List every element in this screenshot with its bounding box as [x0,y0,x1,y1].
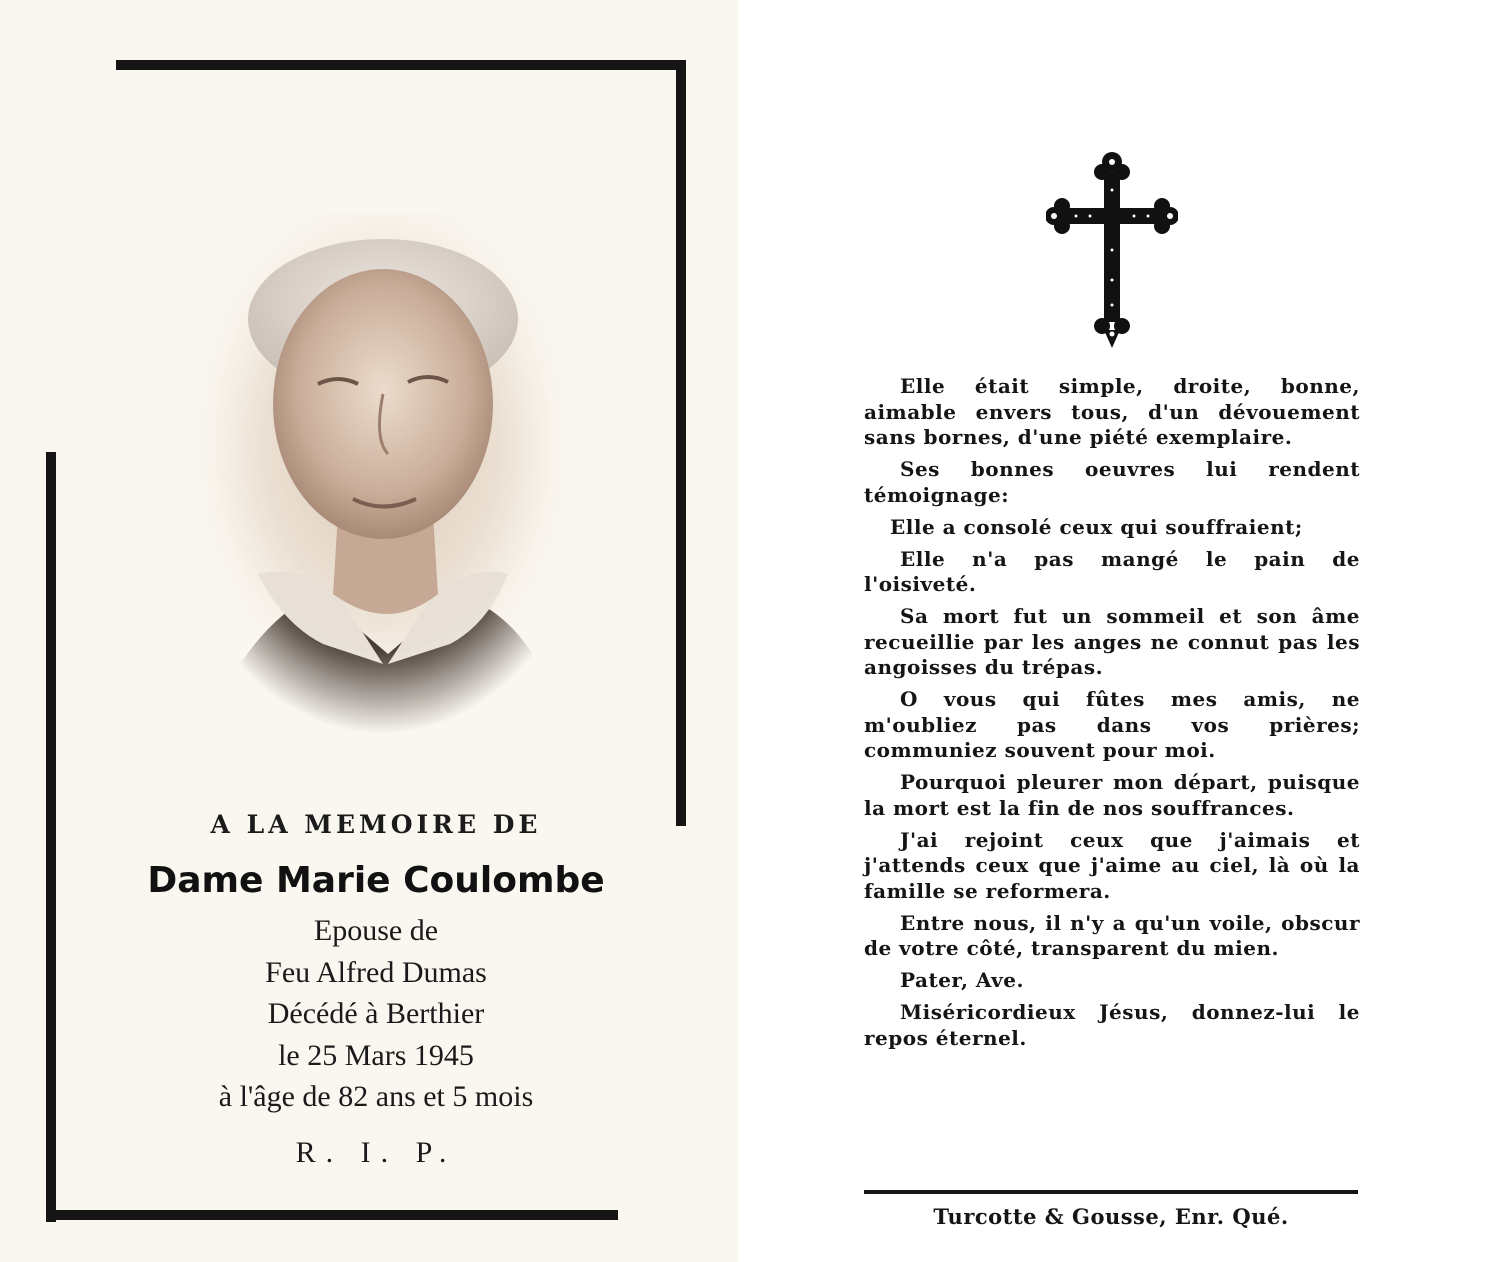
mourning-border-left [46,452,56,1222]
mourning-border-right [676,60,686,826]
detail-line: à l'âge de 82 ans et 5 mois [218,1080,534,1113]
prayer-paragraph: Sa mort fut un sommeil et son âme recueillie par les anges ne connut pas les angoisses du trépas. [864,604,1360,679]
detail-line: Epouse de [313,914,439,947]
detail-line: Feu Alfred Dumas [265,955,487,989]
memorial-card-front [0,0,738,1262]
cross-icon [1046,150,1178,348]
prayer-paragraph: Elle était simple, droite, bonne, aimable envers tous, d'un dévouement sans bornes, d'une piété exemplaire. [864,374,1360,449]
prayer-paragraph: Pater, Ave. [900,968,1024,992]
deceased-details [96,910,656,1118]
prayer-paragraph: Pourquoi pleurer mon départ, puisque la mort est la fin de nos souffrances. [864,770,1360,820]
prayer-paragraph: Miséricordieux Jésus, donnez-lui le repos éternel. [864,1000,1360,1050]
mourning-border-bottom [46,1210,618,1220]
memorial-heading: A LA MEMOIRE DE [210,810,542,839]
detail-line: Décédé à Berthier [267,997,485,1030]
rip-text: R. I. P. [295,1136,457,1169]
footer-divider [864,1190,1358,1194]
prayer-paragraph: J'ai rejoint ceux que j'aimais et j'attends ceux que j'aime au ciel, là où la famille se reformera. [864,827,1360,903]
detail-line: le 25 Mars 1945 [278,1038,474,1072]
printer-credit: Turcotte & Gousse, Enr. Qué. [933,1204,1289,1229]
prayer-paragraph: Elle a consolé ceux qui souffraient; [890,514,1303,539]
prayer-paragraph: Elle n'a pas mangé le pain de l'oisiveté. [864,546,1360,596]
prayer-text [864,374,1360,1058]
prayer-paragraph: O vous qui fûtes mes amis, ne m'oubliez pas dans vos prières; communiez souvent pour moi. [864,687,1360,762]
mourning-border-top [116,60,686,70]
portrait-photo [188,214,576,734]
prayer-paragraph: Ses bonnes oeuvres lui rendent témoignage: [864,457,1360,507]
deceased-name: Dame Marie Coulombe [147,860,605,901]
prayer-paragraph: Entre nous, il n'y a qu'un voile, obscur de votre côté, transparent du mien. [864,910,1360,960]
